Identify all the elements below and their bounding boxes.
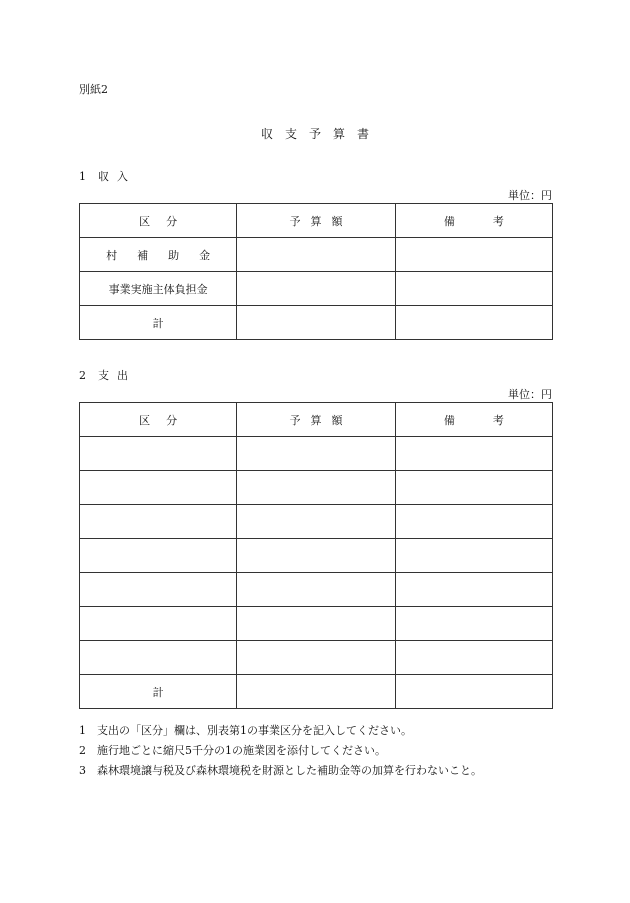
expense-budget-cell bbox=[237, 471, 395, 505]
notes-list bbox=[79, 721, 482, 781]
header-remarks: 備 考 bbox=[395, 403, 552, 437]
income-category-owner-share: 事業実施主体負担金 bbox=[80, 272, 237, 306]
expense-unit: 単位：円 bbox=[508, 388, 552, 401]
title-char: 支 bbox=[284, 127, 297, 141]
income-budget-cell bbox=[237, 238, 395, 272]
note-text: 森林環境譲与税及び森林環境税を財源とした補助金等の加算を行わないこと。 bbox=[97, 764, 482, 777]
table-total-row bbox=[80, 675, 553, 709]
expense-budget-cell bbox=[237, 539, 395, 573]
income-budget-cell bbox=[237, 306, 395, 340]
title-char: 収 bbox=[260, 127, 273, 141]
table-header-row bbox=[80, 403, 553, 437]
expense-remarks-cell bbox=[395, 437, 552, 471]
table-row bbox=[80, 539, 553, 573]
page-title bbox=[0, 125, 630, 142]
expense-number: 2 bbox=[79, 369, 86, 382]
table-header-row bbox=[80, 204, 553, 238]
expense-remarks-cell bbox=[395, 573, 552, 607]
header-category: 区 分 bbox=[80, 204, 237, 238]
table-total-row bbox=[80, 306, 553, 340]
income-remarks-cell bbox=[395, 238, 552, 272]
header-budget: 予 算 額 bbox=[237, 403, 395, 437]
expense-remarks-cell bbox=[395, 675, 552, 709]
note-number: 1 bbox=[79, 724, 86, 737]
expense-remarks-cell bbox=[395, 539, 552, 573]
note-item bbox=[79, 721, 482, 741]
table-row bbox=[80, 641, 553, 675]
expense-category-cell bbox=[80, 539, 237, 573]
expense-heading-char: 支 bbox=[98, 369, 109, 382]
table-row bbox=[80, 272, 553, 306]
expense-budget-cell bbox=[237, 573, 395, 607]
expense-category-cell bbox=[80, 471, 237, 505]
note-item bbox=[79, 761, 482, 781]
note-number: 2 bbox=[79, 744, 86, 757]
title-char: 予 bbox=[308, 127, 321, 141]
income-remarks-cell bbox=[395, 306, 552, 340]
expense-budget-cell bbox=[237, 607, 395, 641]
expense-budget-cell bbox=[237, 641, 395, 675]
income-table bbox=[79, 203, 553, 340]
income-heading-char: 入 bbox=[117, 170, 128, 183]
income-total-label: 計 bbox=[80, 306, 237, 340]
table-row bbox=[80, 471, 553, 505]
income-category-subsidy: 村 補 助 金 bbox=[80, 238, 237, 272]
header-budget: 予 算 額 bbox=[237, 204, 395, 238]
note-text: 支出の「区分」欄は、別表第1の事業区分を記入してください。 bbox=[97, 724, 412, 737]
header-remarks: 備 考 bbox=[395, 204, 552, 238]
expense-category-cell bbox=[80, 573, 237, 607]
table-row bbox=[80, 607, 553, 641]
income-remarks-cell bbox=[395, 272, 552, 306]
expense-heading-char: 出 bbox=[117, 369, 128, 382]
table-row bbox=[80, 573, 553, 607]
expense-remarks-cell bbox=[395, 607, 552, 641]
income-number: 1 bbox=[79, 170, 86, 183]
expense-remarks-cell bbox=[395, 471, 552, 505]
expense-remarks-cell bbox=[395, 641, 552, 675]
note-text: 施行地ごとに縮尺5千分の1の施業図を添付してください。 bbox=[97, 744, 386, 757]
header-category: 区 分 bbox=[80, 403, 237, 437]
expense-category-cell bbox=[80, 505, 237, 539]
title-char: 書 bbox=[357, 127, 370, 141]
expense-budget-cell bbox=[237, 437, 395, 471]
income-unit: 単位：円 bbox=[508, 189, 552, 202]
expense-category-cell bbox=[80, 437, 237, 471]
expense-category-cell bbox=[80, 641, 237, 675]
note-item bbox=[79, 741, 482, 761]
title-char: 算 bbox=[333, 127, 346, 141]
expense-total-label: 計 bbox=[80, 675, 237, 709]
expense-table bbox=[79, 402, 553, 709]
income-heading bbox=[79, 168, 128, 184]
table-row bbox=[80, 437, 553, 471]
note-number: 3 bbox=[79, 764, 86, 777]
attachment-label: 別紙2 bbox=[79, 83, 108, 96]
income-heading-char: 収 bbox=[98, 170, 109, 183]
expense-remarks-cell bbox=[395, 505, 552, 539]
expense-category-cell bbox=[80, 607, 237, 641]
expense-budget-cell bbox=[237, 675, 395, 709]
table-row bbox=[80, 238, 553, 272]
expense-budget-cell bbox=[237, 505, 395, 539]
table-row bbox=[80, 505, 553, 539]
expense-heading bbox=[79, 367, 128, 383]
income-budget-cell bbox=[237, 272, 395, 306]
